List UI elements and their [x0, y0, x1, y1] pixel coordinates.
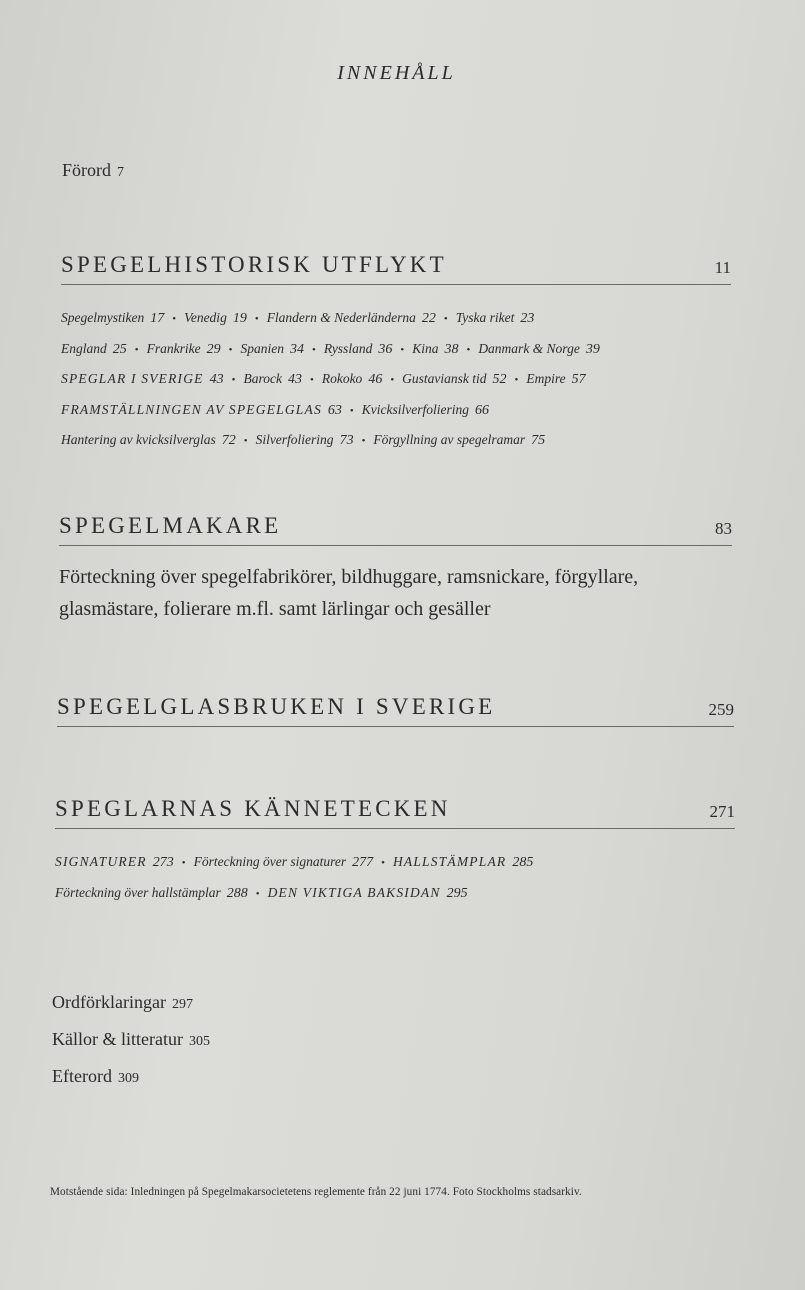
- section-page: 83: [715, 519, 732, 538]
- section-heading: [59, 513, 732, 546]
- entry-page: 57: [571, 372, 586, 387]
- back-matter-item: [52, 1059, 210, 1096]
- section-title: SPEGELGLASBRUKEN I SVERIGE: [57, 694, 496, 719]
- bullet-separator: •: [309, 374, 314, 386]
- bullet-separator: •: [228, 343, 233, 356]
- entry-label: Förteckning över signaturer: [193, 854, 347, 869]
- entry-label: Barock: [243, 371, 282, 386]
- section-description: Förteckning över spegelfabrikörer, bildhuggare, ramsnickare, förgyllare, glasmästare, folierare m.fl. samt lärlingar och gesäller: [59, 566, 639, 620]
- entry-page: 309: [117, 1071, 139, 1086]
- section-heading: [57, 694, 734, 727]
- entry-page: 22: [421, 311, 436, 326]
- entry-label: HALLSTÄMPLAR: [392, 854, 507, 869]
- foreword-page: 7: [117, 165, 124, 180]
- entry-page: 285: [512, 855, 534, 870]
- entry-label: Hantering av kvicksilverglas: [61, 432, 216, 447]
- bullet-separator: •: [243, 435, 248, 447]
- entry-line: [61, 334, 731, 365]
- bullet-separator: •: [349, 404, 354, 417]
- bullet-separator: •: [400, 343, 405, 356]
- bullet-separator: •: [514, 374, 519, 386]
- bullet-separator: •: [172, 313, 177, 325]
- entry-line: [61, 364, 731, 395]
- bullet-separator: •: [311, 343, 316, 356]
- entry-label: Silverfoliering: [255, 432, 334, 447]
- section-entries: [55, 847, 735, 908]
- entry-label: Venedig: [184, 310, 227, 325]
- entry-label: Spegelmystiken: [61, 310, 145, 325]
- entry-line: [61, 395, 731, 426]
- entry-label: Gustaviansk tid: [402, 371, 487, 386]
- entry-page: 34: [289, 341, 304, 357]
- entry-label: Förgyllning av spegelramar: [373, 432, 526, 447]
- bullet-separator: •: [181, 857, 186, 869]
- entry-page: 63: [327, 402, 342, 418]
- entry-line: [55, 878, 735, 909]
- entry-label: Ordförklaringar: [52, 992, 166, 1012]
- entry-page: 277: [352, 855, 374, 870]
- section-speglarnas-kannetecken: [55, 796, 735, 908]
- photo-caption: Motstående sida: Inledningen på Spegelmakarsocietetens reglemente från 22 juni 1774. Foto Stockholms stadsarkiv.: [50, 1186, 582, 1198]
- entry-line: [55, 847, 735, 878]
- back-matter-item: [52, 985, 210, 1022]
- entry-line: [61, 425, 731, 456]
- section-heading: [55, 796, 735, 829]
- page-title: INNEHÅLL: [337, 62, 456, 84]
- section-heading: [61, 252, 731, 285]
- entry-label: England: [61, 340, 107, 356]
- entry-label: Kvicksilverfoliering: [361, 401, 469, 417]
- entry-page: 295: [446, 885, 468, 901]
- bullet-separator: •: [134, 343, 139, 356]
- entry-page: 66: [475, 402, 489, 418]
- section-title: SPEGELHISTORISK UTFLYKT: [61, 252, 447, 277]
- section-page: 271: [709, 802, 735, 821]
- entry-page: 23: [520, 311, 535, 326]
- entry-page: 43: [287, 372, 302, 387]
- bullet-separator: •: [255, 887, 260, 900]
- section-page: 259: [708, 700, 734, 719]
- entry-label: Flandern & Nederländerna: [266, 310, 416, 325]
- entry-page: 305: [188, 1034, 210, 1049]
- entry-label: Källor & litteratur: [52, 1029, 183, 1049]
- entry-page: 43: [209, 372, 224, 387]
- entry-page: 17: [150, 311, 165, 326]
- section-entries: [61, 303, 731, 456]
- entry-page: 25: [112, 341, 127, 357]
- entry-page: 73: [339, 433, 354, 448]
- entry-line: [61, 303, 731, 334]
- entry-label: SPEGLAR I SVERIGE: [61, 371, 204, 386]
- entry-label: Tyska riket: [455, 310, 515, 325]
- bullet-separator: •: [390, 374, 395, 386]
- section-title: SPEGELMAKARE: [59, 513, 282, 538]
- entry-page: 297: [171, 997, 193, 1012]
- entry-page: 273: [152, 855, 174, 870]
- bullet-separator: •: [254, 313, 259, 325]
- bullet-separator: •: [361, 435, 366, 447]
- entry-page: 36: [378, 341, 393, 357]
- entry-label: FRAMSTÄLLNINGEN AV SPEGELGLAS: [61, 401, 322, 417]
- entry-label: Frankrike: [146, 340, 201, 356]
- entry-label: Efterord: [52, 1066, 112, 1086]
- entry-page: 52: [492, 372, 507, 387]
- section-spegelmakare: [59, 513, 732, 625]
- entry-label: Empire: [526, 371, 566, 386]
- section-spegelglasbruken: [57, 694, 734, 727]
- entry-page: 19: [232, 311, 247, 326]
- entry-page: 39: [585, 341, 600, 357]
- back-matter-item: [52, 1022, 210, 1059]
- foreword-label: Förord: [62, 160, 111, 180]
- entry-page: 288: [226, 885, 248, 901]
- entry-page: 72: [221, 433, 236, 448]
- entry-label: Kina: [412, 340, 439, 356]
- entry-page: 75: [531, 433, 546, 448]
- bullet-separator: •: [466, 343, 471, 356]
- entry-label: Danmark & Norge: [478, 340, 580, 356]
- entry-page: 46: [368, 372, 383, 387]
- bullet-separator: •: [443, 313, 448, 325]
- entry-label: Ryssland: [323, 340, 373, 356]
- entry-page: 29: [206, 341, 221, 357]
- entry-label: Rokoko: [321, 371, 363, 386]
- entry-label: SIGNATURER: [55, 854, 147, 869]
- section-title: SPEGLARNAS KÄNNETECKEN: [55, 796, 451, 821]
- entry-label: Spanien: [240, 340, 284, 356]
- entry-label: Förteckning över hallstämplar: [55, 884, 221, 900]
- bullet-separator: •: [231, 374, 236, 386]
- section-page: 11: [714, 258, 731, 277]
- bullet-separator: •: [381, 857, 385, 869]
- entry-page: 38: [444, 341, 459, 357]
- back-matter: [52, 985, 210, 1096]
- foreword-entry: [62, 160, 124, 181]
- section-spegelhistorisk-utflykt: [61, 252, 731, 456]
- entry-label: DEN VIKTIGA BAKSIDAN: [267, 884, 441, 900]
